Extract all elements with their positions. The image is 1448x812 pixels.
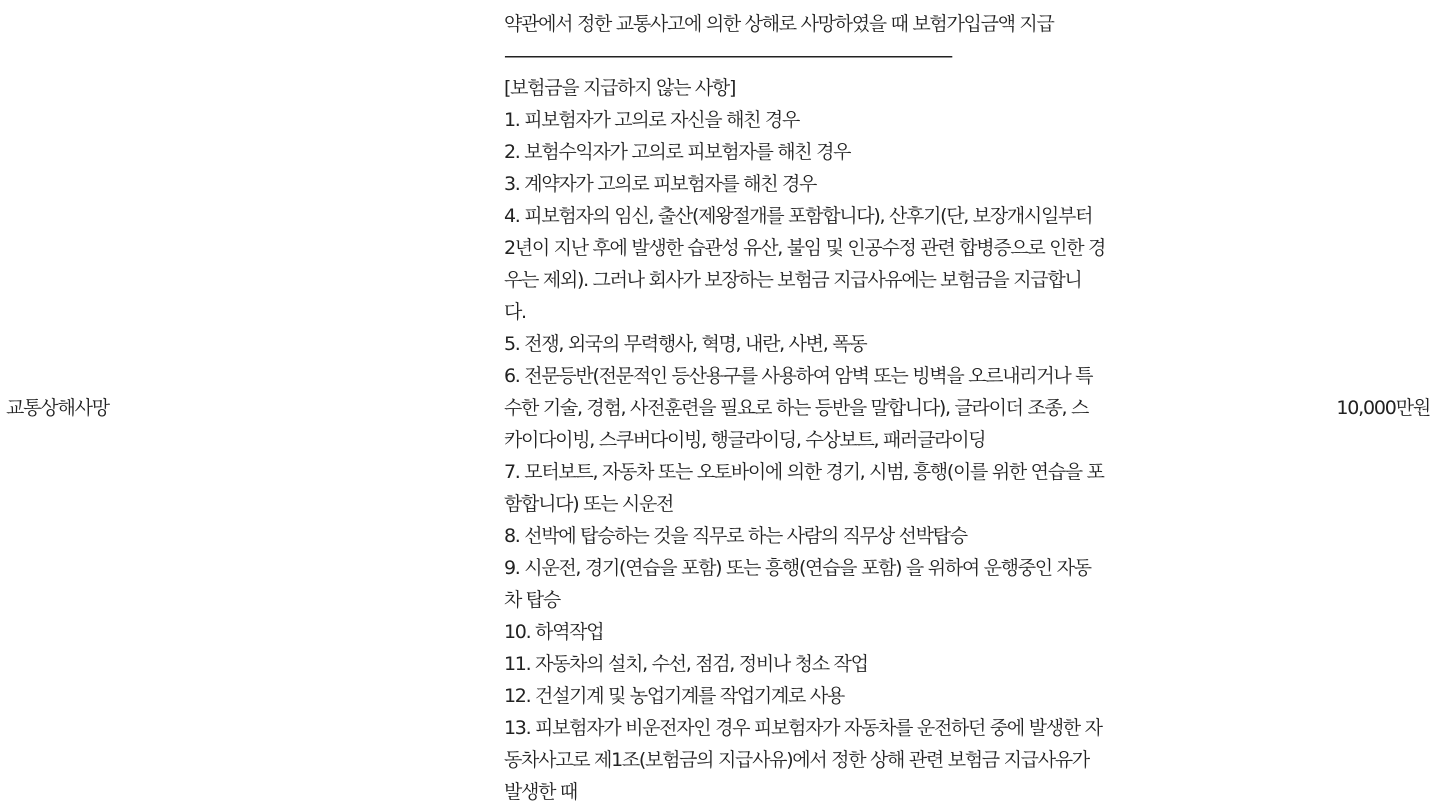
exclusion-item-cont: 동차사고로 제1조(보험금의 지급사유)에서 정한 상해 관련 보험금 지급사유가 bbox=[504, 749, 1089, 771]
exclusion-item: 8. 선박에 탑승하는 것을 직무로 하는 사람의 직무상 선박탑승 bbox=[504, 525, 967, 547]
detail-separator: -------------------------------------------------------------------------------------------------------------------------- bbox=[504, 45, 951, 67]
exclusion-item: 9. 시운전, 경기(연습을 포함) 또는 흥행(연습을 포함) 을 위하여 운행중인 자동 bbox=[504, 557, 1091, 579]
coverage-detail bbox=[504, 8, 1144, 808]
exclusion-item-cont: 차 탑승 bbox=[504, 589, 560, 611]
exclusion-item-cont: 발생한 때 bbox=[504, 781, 577, 803]
exclusion-item: 11. 자동차의 설치, 수선, 점검, 정비나 청소 작업 bbox=[504, 653, 868, 675]
exclusion-item-cont: 다. bbox=[504, 301, 526, 323]
exclusion-item-cont: 카이다이빙, 스쿠버다이빙, 행글라이딩, 수상보트, 패러글라이딩 bbox=[504, 429, 986, 451]
exclusion-item: 2. 보험수익자가 고의로 피보험자를 해친 경우 bbox=[504, 141, 851, 163]
exclusion-item-cont: 수한 기술, 경험, 사전훈련을 필요로 하는 등반을 말합니다), 글라이더 조종, 스 bbox=[504, 397, 1089, 419]
exclusion-item: 5. 전쟁, 외국의 무력행사, 혁명, 내란, 사변, 폭동 bbox=[504, 333, 867, 355]
exclusion-item: 7. 모터보트, 자동차 또는 오토바이에 의한 경기, 시범, 흥행(이를 위한 연습을 포 bbox=[504, 461, 1104, 483]
exclusion-item: 4. 피보험자의 임신, 출산(제왕절개를 포함합니다), 산후기(단, 보장개시일부터 bbox=[504, 205, 1093, 227]
coverage-name: 교통상해사망 bbox=[6, 397, 109, 419]
exclusion-item-cont: 우는 제외). 그러나 회사가 보장하는 보험금 지급사유에는 보험금을 지급합니 bbox=[504, 269, 1082, 291]
detail-line: 약관에서 정한 교통사고에 의한 상해로 사망하였을 때 보험가입금액 지급 bbox=[504, 13, 1054, 35]
exclusion-item: 3. 계약자가 고의로 피보험자를 해친 경우 bbox=[504, 173, 817, 195]
exclusion-item-cont: 2년이 지난 후에 발생한 습관성 유산, 불임 및 인공수정 관련 합병증으로 인한 경 bbox=[504, 237, 1106, 259]
exclusion-item: 1. 피보험자가 고의로 자신을 해친 경우 bbox=[504, 109, 800, 131]
exclusion-item: 6. 전문등반(전문적인 등산용구를 사용하여 암벽 또는 빙벽을 오르내리거나 특 bbox=[504, 365, 1093, 387]
exclusions-heading: [보험금을 지급하지 않는 사항] bbox=[504, 77, 736, 99]
exclusion-item: 13. 피보험자가 비운전자인 경우 피보험자가 자동차를 운전하던 중에 발생한 자 bbox=[504, 717, 1102, 739]
exclusion-item: 10. 하역작업 bbox=[504, 621, 604, 643]
exclusion-item-cont: 함합니다) 또는 시운전 bbox=[504, 493, 674, 515]
coverage-amount: 10,000만원 bbox=[1336, 397, 1430, 419]
exclusion-item: 12. 건설기계 및 농업기계를 작업기계로 사용 bbox=[504, 685, 844, 707]
